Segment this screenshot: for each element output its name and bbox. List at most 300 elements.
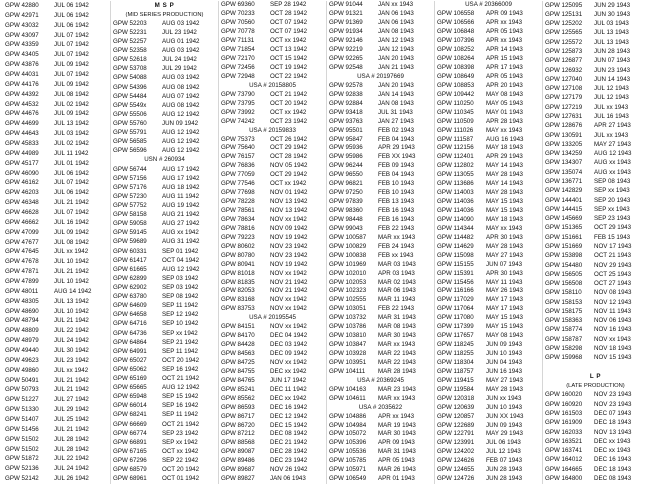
register-entry — [435, 135, 542, 144]
register-entry — [543, 57, 648, 66]
register-entry — [327, 28, 434, 37]
register-entry — [327, 242, 434, 251]
register-entry — [435, 341, 542, 350]
serial-number: GPW 67296 — [113, 457, 147, 465]
serial-number: GPW 73795 — [221, 99, 255, 107]
serial-number: GPW 62899 — [113, 274, 147, 282]
build-date: APR 29 1943 — [486, 153, 523, 161]
register-entry — [327, 10, 434, 19]
build-date: DEC 23 1942 — [270, 457, 308, 465]
serial-number: GPW 122791 — [437, 430, 475, 438]
build-date: SEP 15 1942 — [162, 393, 199, 401]
serial-number: GPW 55760 — [113, 119, 147, 127]
register-entry — [435, 180, 542, 189]
build-date: AUG 08 1942 — [162, 101, 200, 109]
register-entry — [543, 409, 648, 418]
build-date: OCT xx 1942 — [162, 447, 199, 455]
serial-number: GPW 44989 — [5, 149, 39, 157]
register-entry — [327, 81, 434, 90]
build-date: JUL 07 1942 — [54, 41, 89, 49]
register-entry — [3, 11, 110, 21]
build-date: JUN 28 1943 — [486, 475, 523, 483]
register-entry — [3, 317, 110, 327]
serial-number: GPW 117029 — [437, 296, 474, 304]
build-date: FEB 10 1943 — [378, 180, 415, 188]
build-date: APR xx 1943 — [486, 37, 523, 45]
build-date: FEB 24 1943 — [378, 242, 415, 250]
serial-number: GPW 51502 — [5, 435, 39, 443]
build-date: NOV 29 1943 — [594, 261, 632, 269]
serial-number: GPW 65948 — [113, 393, 147, 401]
build-date: SEP 11 1942 — [162, 302, 198, 310]
build-date: MAY 27 1943 — [594, 140, 631, 148]
build-date: JUL 24 1942 — [54, 465, 89, 473]
build-date: JAN 12 1943 — [378, 37, 414, 45]
build-date: JUL 24 1942 — [54, 337, 89, 345]
register-entry — [111, 129, 218, 138]
build-date: MAR 28 1943 — [378, 367, 416, 375]
build-date: AUG 31 1942 — [162, 238, 200, 246]
build-date: DEC 03 1942 — [270, 341, 308, 349]
build-date: MAR 22 1943 — [378, 358, 416, 366]
build-date: DEC 12 1942 — [270, 412, 308, 420]
build-date: JUL 21 1942 — [54, 317, 89, 325]
serial-number: GPW 92146 — [329, 37, 363, 45]
register-entry — [3, 21, 110, 31]
serial-number: GPW 42971 — [5, 11, 39, 19]
serial-number: GPW 84755 — [221, 367, 255, 375]
serial-number: GPW 98360 — [329, 207, 363, 215]
register-entry — [327, 37, 434, 46]
register-entry — [3, 346, 110, 356]
register-entry — [3, 149, 110, 159]
register-entry — [219, 359, 326, 368]
build-date: JUL 09 1942 — [54, 110, 89, 118]
register-entry — [327, 189, 434, 198]
build-date: JUN 30 1943 — [594, 10, 631, 18]
register-entry — [435, 189, 542, 198]
build-date: AUG 12 1942 — [162, 129, 200, 137]
build-date: OCT 04 1942 — [162, 256, 200, 264]
register-entry — [435, 99, 542, 108]
register-entry — [543, 391, 648, 400]
register-entry — [3, 455, 110, 465]
register-entry — [3, 198, 110, 208]
serial-number: GPW 84428 — [221, 341, 255, 349]
build-date: OCT 20 1942 — [162, 466, 200, 474]
serial-number: GPW 65062 — [113, 365, 147, 373]
serial-number: GPW 104111 — [329, 367, 366, 375]
serial-number: GPW 163741 — [545, 447, 583, 455]
register-entry — [543, 150, 648, 159]
register-entry — [543, 38, 648, 47]
serial-number: GPW 117080 — [437, 314, 474, 322]
build-date: JUL 30 1942 — [54, 347, 89, 355]
build-date: NOV 08 1943 — [594, 289, 632, 297]
register-entry — [111, 475, 218, 484]
build-date: JUL 12 1943 — [594, 85, 629, 93]
build-date: NOV 05 1942 — [270, 162, 308, 170]
register-entry — [3, 50, 110, 60]
register-entry — [543, 279, 648, 288]
build-date: APR 09 1943 — [378, 439, 415, 447]
serial-number: GPW 89827 — [221, 475, 255, 483]
register-entry — [111, 429, 218, 438]
serial-number: GPW 44676 — [5, 110, 39, 118]
register-entry — [219, 73, 326, 82]
register-entry — [543, 437, 648, 446]
serial-number: GPW 114036 — [437, 198, 474, 206]
register-entry — [435, 126, 542, 135]
build-date: APR 30 1943 — [486, 269, 523, 277]
serial-number: GPW 78561 — [221, 207, 255, 215]
register-entry — [435, 90, 542, 99]
serial-number: GPW 117064 — [437, 305, 474, 313]
register-entry — [327, 466, 434, 475]
serial-number: GPW 59689 — [113, 238, 147, 246]
build-date: JUL 31 1943 — [378, 108, 413, 116]
build-date: JUL 06 1942 — [54, 11, 89, 19]
serial-number: GPW 127179 — [545, 94, 583, 102]
build-date: MAY 05 1943 — [486, 99, 523, 107]
serial-number: GPW 136771 — [545, 177, 583, 185]
register-entry — [111, 119, 218, 128]
build-date: OCT 26 1942 — [270, 135, 308, 143]
build-date: SEP 11 1942 — [162, 347, 198, 355]
serial-number: GPW 104611 — [329, 394, 366, 402]
build-date: JAN 06 1943 — [270, 475, 306, 483]
build-date: NOV 11 1943 — [594, 307, 632, 315]
build-date: NOV 12 1943 — [594, 298, 632, 306]
register-entry — [543, 252, 648, 261]
register-entry — [327, 359, 434, 368]
register-entry — [543, 233, 648, 242]
register-entry — [3, 307, 110, 317]
serial-number: GPW 130591 — [545, 131, 583, 139]
register-entry — [435, 233, 542, 242]
build-date: JUN 17 1942 — [270, 376, 307, 384]
serial-number: GPW 51502 — [5, 445, 39, 453]
register-entry — [327, 233, 434, 242]
serial-number: GPW 158363 — [545, 317, 583, 325]
register-entry — [327, 385, 434, 394]
build-date: NOV 17 1943 — [594, 242, 632, 250]
build-date: JUL 13 1942 — [54, 120, 89, 128]
register-entry — [111, 456, 218, 465]
register-entry — [111, 83, 218, 92]
build-date: JUN xx 1943 — [486, 394, 522, 402]
serial-number: GPW 67165 — [113, 447, 147, 455]
register-entry — [327, 46, 434, 55]
register-entry — [543, 298, 648, 307]
serial-number: GPW 92219 — [329, 46, 363, 54]
register-entry — [219, 64, 326, 73]
build-date: AUG 12 1942 — [162, 138, 200, 146]
build-date: APR 01 1943 — [378, 475, 415, 483]
register-entry — [219, 198, 326, 207]
build-date: MAY 17 1943 — [486, 296, 523, 304]
serial-number: GPW 84170 — [221, 332, 255, 340]
register-entry — [111, 393, 218, 402]
build-date: JUL 07 1942 — [54, 70, 89, 78]
build-date: JUL 01 1942 — [54, 159, 89, 167]
register-entry — [327, 367, 434, 376]
serial-number: GPW 60331 — [113, 247, 147, 255]
serial-number: GPW 106558 — [437, 10, 475, 18]
register-entry — [435, 19, 542, 28]
section-heading: M S P — [154, 1, 175, 9]
serial-number: GPW 125565 — [545, 29, 583, 37]
register-entry — [435, 466, 542, 475]
register-entry — [435, 224, 542, 233]
register-entry — [543, 428, 648, 437]
build-date: JUL 11 1942 — [54, 149, 89, 157]
build-date: AUG 27 1942 — [162, 220, 200, 228]
serial-number: GPW 84563 — [221, 350, 255, 358]
register-entry — [3, 395, 110, 405]
register-entry — [543, 177, 648, 186]
spacer-row — [543, 363, 648, 372]
serial-number: GPW 51227 — [5, 396, 39, 404]
serial-number: GPW 133205 — [545, 140, 583, 148]
build-date: NOV 09 1942 — [270, 224, 308, 232]
register-entry — [327, 305, 434, 314]
register-entry — [327, 216, 434, 225]
serial-number: GPW 63780 — [113, 293, 147, 301]
register-entry — [3, 178, 110, 188]
build-date: MAR 30 1943 — [378, 332, 416, 340]
register-entry — [219, 376, 326, 385]
serial-number: GPW 64609 — [113, 302, 147, 310]
serial-number: GPW 118255 — [437, 350, 474, 358]
serial-number: GPW 44643 — [5, 130, 39, 138]
serial-number: GPW 98448 — [329, 215, 363, 223]
build-date: SEP 16 1942 — [162, 365, 199, 373]
register-entry — [327, 171, 434, 180]
serial-number: GPW 92884 — [329, 99, 363, 107]
serial-number: GPW 49623 — [5, 356, 39, 364]
build-date: JAN 08 1943 — [378, 28, 414, 36]
serial-number: GPW 134259 — [545, 150, 583, 158]
register-entry — [111, 374, 218, 383]
build-date: JUL 10 1942 — [54, 278, 89, 285]
serial-number: GPW 49860 — [5, 366, 39, 374]
serial-number: GPW 48305 — [5, 297, 39, 305]
serial-number: GPW 47899 — [5, 278, 39, 285]
build-date: MAR 03 1943 — [378, 260, 416, 268]
serial-number: GPW 77059 — [221, 171, 255, 179]
register-entry — [3, 277, 110, 287]
register-entry — [3, 159, 110, 169]
register-entry — [543, 354, 648, 363]
build-date: JUL 21 1942 — [54, 386, 89, 394]
build-date: DEC 18 1943 — [594, 419, 632, 427]
register-entry — [111, 56, 218, 65]
register-entry — [543, 20, 648, 29]
register-entry — [111, 192, 218, 201]
build-date: OCT xx 1942 — [270, 108, 307, 116]
build-date: JUL 27 1942 — [54, 396, 89, 404]
register-entry — [3, 386, 110, 396]
serial-number: GPW 66669 — [113, 420, 147, 428]
register-entry — [3, 287, 110, 297]
register-entry — [3, 366, 110, 376]
serial-number: GPW 83753 — [221, 305, 255, 313]
serial-number: GPW 105396 — [329, 439, 367, 447]
register-entry — [3, 1, 110, 11]
build-date: APR 15 1943 — [486, 55, 523, 63]
serial-number: GPW 65665 — [113, 384, 147, 392]
register-entry — [3, 90, 110, 100]
serial-number: GPW 103051 — [329, 305, 367, 313]
build-date: DEC 15 1942 — [270, 421, 308, 429]
serial-number: GPW 104984 — [329, 421, 367, 429]
register-entry — [219, 28, 326, 37]
serial-number: GPW 64736 — [113, 329, 147, 337]
build-date: SEP 23 1942 — [162, 429, 199, 437]
serial-number: GPW 91369 — [329, 19, 363, 27]
register-entry — [435, 350, 542, 359]
serial-number: GPW 113055 — [437, 171, 474, 179]
serial-number: GPW 76157 — [221, 153, 255, 161]
build-date: MAR 26 1943 — [378, 466, 416, 474]
build-date: APR 05 1943 — [378, 457, 415, 465]
build-date: NOV xx 1943 — [594, 335, 631, 343]
build-date: APR 29 1943 — [378, 144, 415, 152]
serial-number: GPW 151661 — [545, 233, 583, 241]
build-date: NOV 19 1942 — [270, 260, 308, 268]
build-date: FEB 22 1943 — [378, 224, 415, 232]
build-date: OCT 28 1942 — [270, 153, 308, 161]
build-date: MAR 19 1943 — [378, 421, 416, 429]
register-entry — [111, 384, 218, 393]
build-date: NOV 19 1942 — [270, 233, 308, 241]
build-date: JUL xx 1942 — [54, 248, 89, 256]
serial-number: GPW 58158 — [113, 211, 147, 219]
serial-number: GPW 120639 — [437, 403, 475, 411]
serial-number: GPW 80941 — [221, 260, 255, 268]
serial-number: GPW 66891 — [113, 438, 147, 446]
build-date: JUN 04 1943 — [486, 358, 523, 366]
register-entry — [327, 162, 434, 171]
serial-number: GPW 96821 — [329, 180, 363, 188]
register-entry — [111, 92, 218, 101]
build-date: JUL 10 1942 — [54, 307, 89, 315]
register-entry — [111, 338, 218, 347]
serial-number: GPW 91321 — [329, 10, 363, 18]
register-entry — [327, 350, 434, 359]
register-entry — [111, 110, 218, 119]
serial-number: GPW 158153 — [545, 298, 583, 306]
build-date: MAY 18 1943 — [486, 144, 523, 152]
build-date: FEB xx 1943 — [378, 251, 414, 259]
build-date: JUN 09 1943 — [486, 421, 523, 429]
serial-number: GPW 115098 — [437, 251, 474, 259]
serial-number: GPW 43097 — [5, 31, 39, 39]
build-date: JAN 06 1943 — [378, 10, 414, 18]
build-date: MAR xx 1943 — [378, 394, 416, 402]
build-date: JUL 10 1942 — [54, 258, 89, 266]
register-entry — [219, 394, 326, 403]
serial-number: GPW 123991 — [437, 439, 475, 447]
build-date: AUG xx 1942 — [162, 229, 199, 237]
serial-number: GPW 52231 — [113, 28, 147, 36]
build-date: FEB 15 1943 — [594, 233, 631, 241]
serial-number: GPW 96550 — [329, 171, 363, 179]
register-entry — [435, 359, 542, 368]
register-entry — [219, 323, 326, 332]
serial-number: GPW 56744 — [113, 165, 147, 173]
build-date: AUG 03 1942 — [162, 47, 200, 55]
serial-number: GPW 112802 — [437, 162, 474, 170]
register-entry — [3, 208, 110, 218]
register-entry — [219, 55, 326, 64]
build-date: JAN 20 1943 — [378, 55, 414, 63]
build-date: JAN 06 1943 — [378, 19, 414, 27]
serial-number: GPW 83168 — [221, 296, 255, 304]
build-date: MAR 22 1943 — [378, 350, 416, 358]
serial-number: GPW 164665 — [545, 465, 583, 473]
section-subheading: (MID SERIES PRODUCTION) — [125, 11, 204, 18]
serial-number: GPW 115155 — [437, 260, 474, 268]
build-date: MAY 17 1943 — [486, 305, 523, 313]
serial-number: GPW 84725 — [221, 358, 255, 366]
serial-number: GPW 80602 — [221, 242, 255, 250]
serial-number: GPW 158787 — [545, 335, 583, 343]
register-entry — [435, 251, 542, 260]
serial-number: GPW 102555 — [329, 296, 367, 304]
register-entry — [111, 183, 218, 192]
build-date: JUN 16 1943 — [486, 367, 523, 375]
serial-number: GPW 91044 — [329, 1, 363, 9]
serial-number: GPW 43876 — [5, 61, 39, 69]
serial-number: GPW 46090 — [5, 169, 39, 177]
register-entry — [543, 187, 648, 196]
registration-number: USA # 20195545 — [249, 314, 296, 322]
register-entry — [111, 19, 218, 28]
serial-number: GPW 56585 — [113, 138, 147, 146]
build-date: JUL 07 1942 — [54, 31, 89, 39]
register-entry — [3, 445, 110, 455]
build-date: APR 20 1943 — [486, 81, 523, 89]
serial-number: GPW 53708 — [113, 65, 147, 73]
serial-number: GPW 92578 — [329, 81, 363, 89]
serial-number: GPW 68961 — [113, 475, 147, 483]
register-entry — [435, 216, 542, 225]
serial-number: GPW 160020 — [545, 391, 583, 399]
build-date: JUN 07 1943 — [594, 57, 631, 65]
build-date: JUL 23 1942 — [54, 356, 89, 364]
register-entry — [219, 242, 326, 251]
serial-number: GPW 43359 — [5, 41, 39, 49]
register-entry — [435, 73, 542, 82]
register-entry — [543, 289, 648, 298]
serial-number: GPW 52136 — [5, 465, 39, 473]
register-entry — [327, 135, 434, 144]
register-entry — [219, 278, 326, 287]
build-date: JUL 13 1943 — [594, 38, 629, 46]
register-entry — [111, 356, 218, 365]
serial-number: GPW 95936 — [329, 144, 363, 152]
build-date: MAY 01 1943 — [486, 108, 523, 116]
serial-number: GPW 114344 — [437, 224, 474, 232]
serial-number: GPW 92838 — [329, 90, 363, 98]
build-date: JUN 28 1943 — [594, 48, 631, 56]
build-date: MAR 11 1943 — [378, 296, 416, 304]
serial-number: GPW 68579 — [113, 466, 147, 474]
serial-number: GPW 91934 — [329, 28, 363, 36]
serial-number: GPW 142829 — [545, 187, 583, 195]
